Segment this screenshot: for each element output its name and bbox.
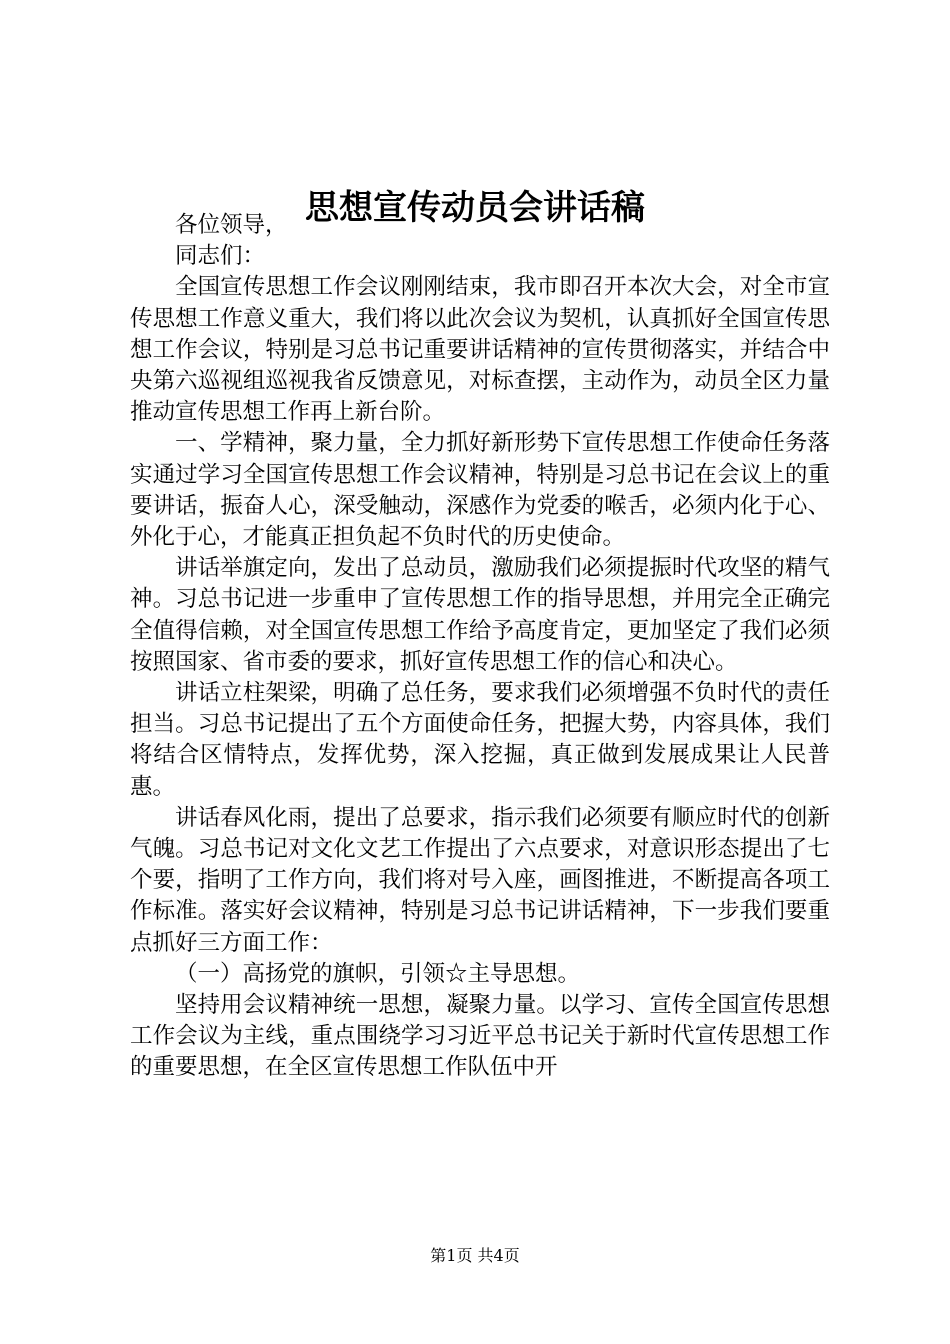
paragraph: 各位领导， <box>175 212 288 238</box>
paragraph: 讲话春风化雨，提出了总要求，指示我们必须要有顺应时代的创新气魄。习总书记对文化文艺工作提出了六点要求，对意识形态提出了七个要，指明了工作方向，我们将对号入座，画图推进，不断提高各项工作标准。落实好会议精神，特别是习总书记讲话精神，下一步我们要重点抓好三方面工作： <box>130 804 830 956</box>
paragraph: 同志们： <box>175 243 266 270</box>
document-title: 思想宣传动员会讲话稿 <box>305 188 645 228</box>
paragraph: 讲话举旗定向，发出了总动员，激励我们必须提振时代攻坚的精气神。习总书记进一步重申了宣传思想工作的指导思想，并用完全正确完全值得信赖，对全国宣传思想工作给予高度肯定，更加坚定了我们必须按照国家、省市委的要求，抓好宣传思想工作的信心和决心。 <box>130 555 830 675</box>
paragraph: （一）高扬党的旗帜，引领☆主导思想。 <box>175 960 581 987</box>
document-body <box>130 210 830 1084</box>
paragraph: 坚持用会议精神统一思想，凝聚力量。以学习、宣传全国宣传思想工作会议为主线，重点围绕学习习近平总书记关于新时代宣传思想工作的重要思想，在全区宣传思想工作队伍中开 <box>130 992 830 1081</box>
paragraph: 一、学精神，聚力量，全力抓好新形势下宣传思想工作使命任务落实通过学习全国宣传思想工作会议精神，特别是习总书记在会议上的重要讲话，振奋人心，深受触动，深感作为党委的喉舌，必须内化于心、外化于心，才能真正担负起不负时代的历史使命。 <box>130 430 830 551</box>
paragraph: 全国宣传思想工作会议刚刚结束，我市即召开本次大会，对全市宣传思想工作意义重大，我们将以此次会议为契机，认真抓好全国宣传思想工作会议，特别是习总书记重要讲话精神的宣传贯彻落实，并结合中央第六巡视组巡视我省反馈意见，对标查摆，主动作为，动员全区力量推动宣传思想工作再上新台阶。 <box>130 274 830 426</box>
paragraph: 讲话立柱架梁，明确了总任务，要求我们必须增强不负时代的责任担当。习总书记提出了五个方面使命任务，把握大势，内容具体，我们将结合区情特点，发挥优势，深入挖掘，真正做到发展成果让人民普惠。 <box>130 680 830 800</box>
page-number-footer: 第1页 共4页 <box>430 1246 520 1265</box>
